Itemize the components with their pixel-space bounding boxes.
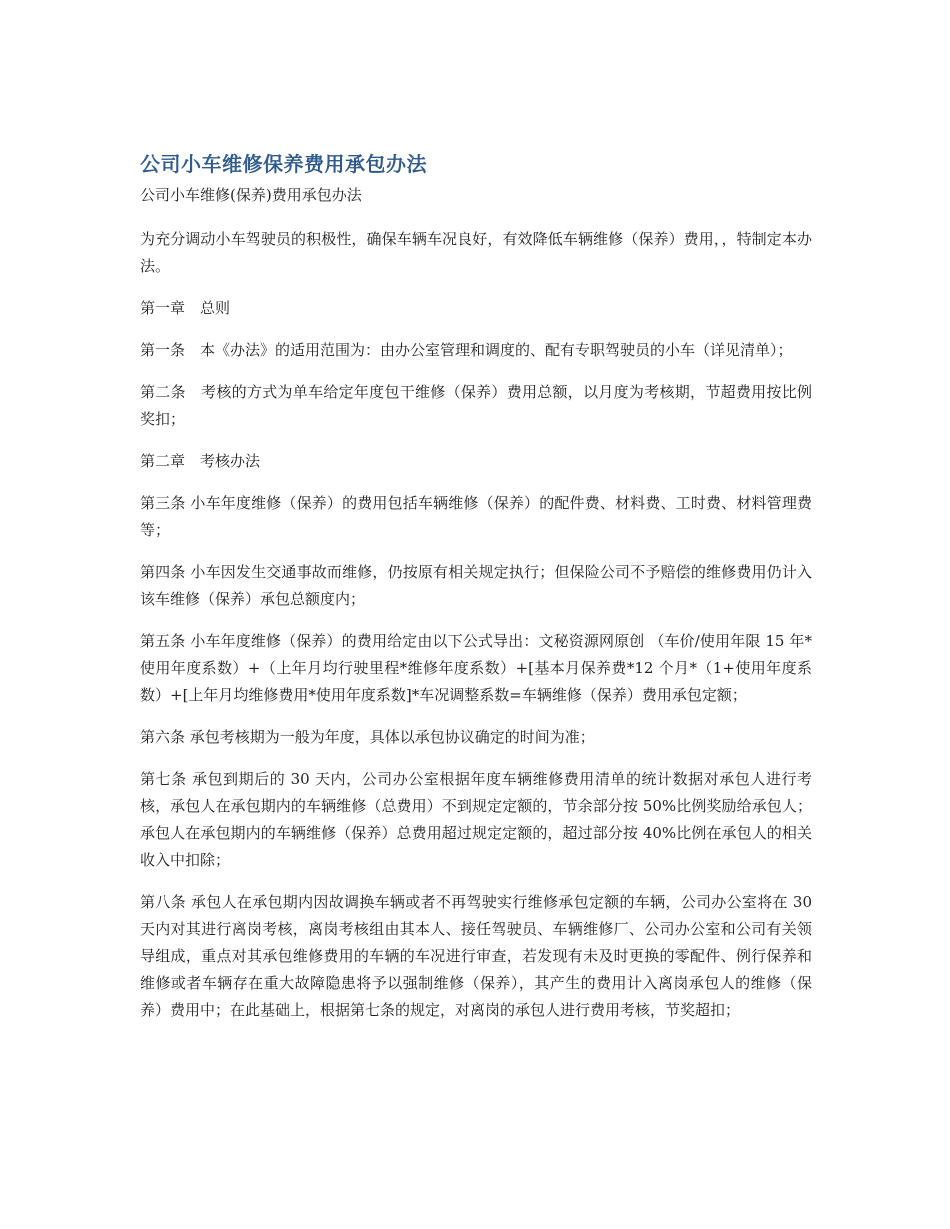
article-8: 第八条 承包人在承包期内因故调换车辆或者不再驾驶实行维修承包定额的车辆，公司办公室将在 30 天内对其进行离岗考核，离岗考核组由其本人、接任驾驶员、车辆维修厂、公司办公室和公司有关领导组成，重点对其承包维修费用的车辆的车况进行审查，若发现有未及时更换的零配件、例行保养和维修或者车辆存在重大故障隐患将予以强制维修（保养），其产生的费用计入离岗承包人的维修（保养）费用中；在此基础上，根据第七条的规定，对离岗的承包人进行费用考核，节奖超扣； [140,893,812,1019]
chapter-heading-1: 第一章 总则 [140,299,231,317]
document-subtitle: 公司小车维修(保养)费用承包办法 [140,186,362,204]
article-1: 第一条 本《办法》的适用范围为：由办公室管理和调度的、配有专职驾驶员的小车（详见清单）； [140,341,793,359]
paragraph-intro: 为充分调动小车驾驶员的积极性，确保车辆车况良好，有效降低车辆维修（保养）费用，，特制定本办法。 [140,230,812,275]
article-5: 第五条 小车年度维修（保养）的费用给定由以下公式导出：文秘资源网原创 （车价/使用年限 15 年*使用年度系数）+（上年月均行驶里程*维修年度系数）+[基本月保养费*12 个月*（1+使用年度系数）+[上年月均维修费用*使用年度系数]*车况调整系数=车辆维修（保养）费用承包定额； [140,632,812,704]
chapter-heading-2: 第二章 考核办法 [140,452,261,470]
article-3: 第三条 小车年度维修（保养）的费用包括车辆维修（保养）的配件费、材料费、工时费、材料管理费等； [140,494,812,539]
document-title: 公司小车维修保养费用承包办法 [140,152,427,176]
document-page [140,148,812,1024]
article-4: 第四条 小车因发生交通事故而维修，仍按原有相关规定执行；但保险公司不予赔偿的维修费用仍计入该车维修（保养）承包总额度内； [140,563,812,608]
article-7: 第七条 承包到期后的 30 天内，公司办公室根据年度车辆维修费用清单的统计数据对承包人进行考核，承包人在承包期内的车辆维修（总费用）不到规定定额的，节余部分按 50%比例奖励给承包人；承包人在承包期内的车辆维修（保养）总费用超过规定定额的，超过部分按 40%比例在承包人的相关收入中扣除； [140,770,812,869]
article-2: 第二条 考核的方式为单车给定年度包干维修（保养）费用总额，以月度为考核期，节超费用按比例奖扣； [140,383,812,428]
article-6: 第六条 承包考核期为一般为年度，具体以承包协议确定的时间为准； [140,728,595,746]
